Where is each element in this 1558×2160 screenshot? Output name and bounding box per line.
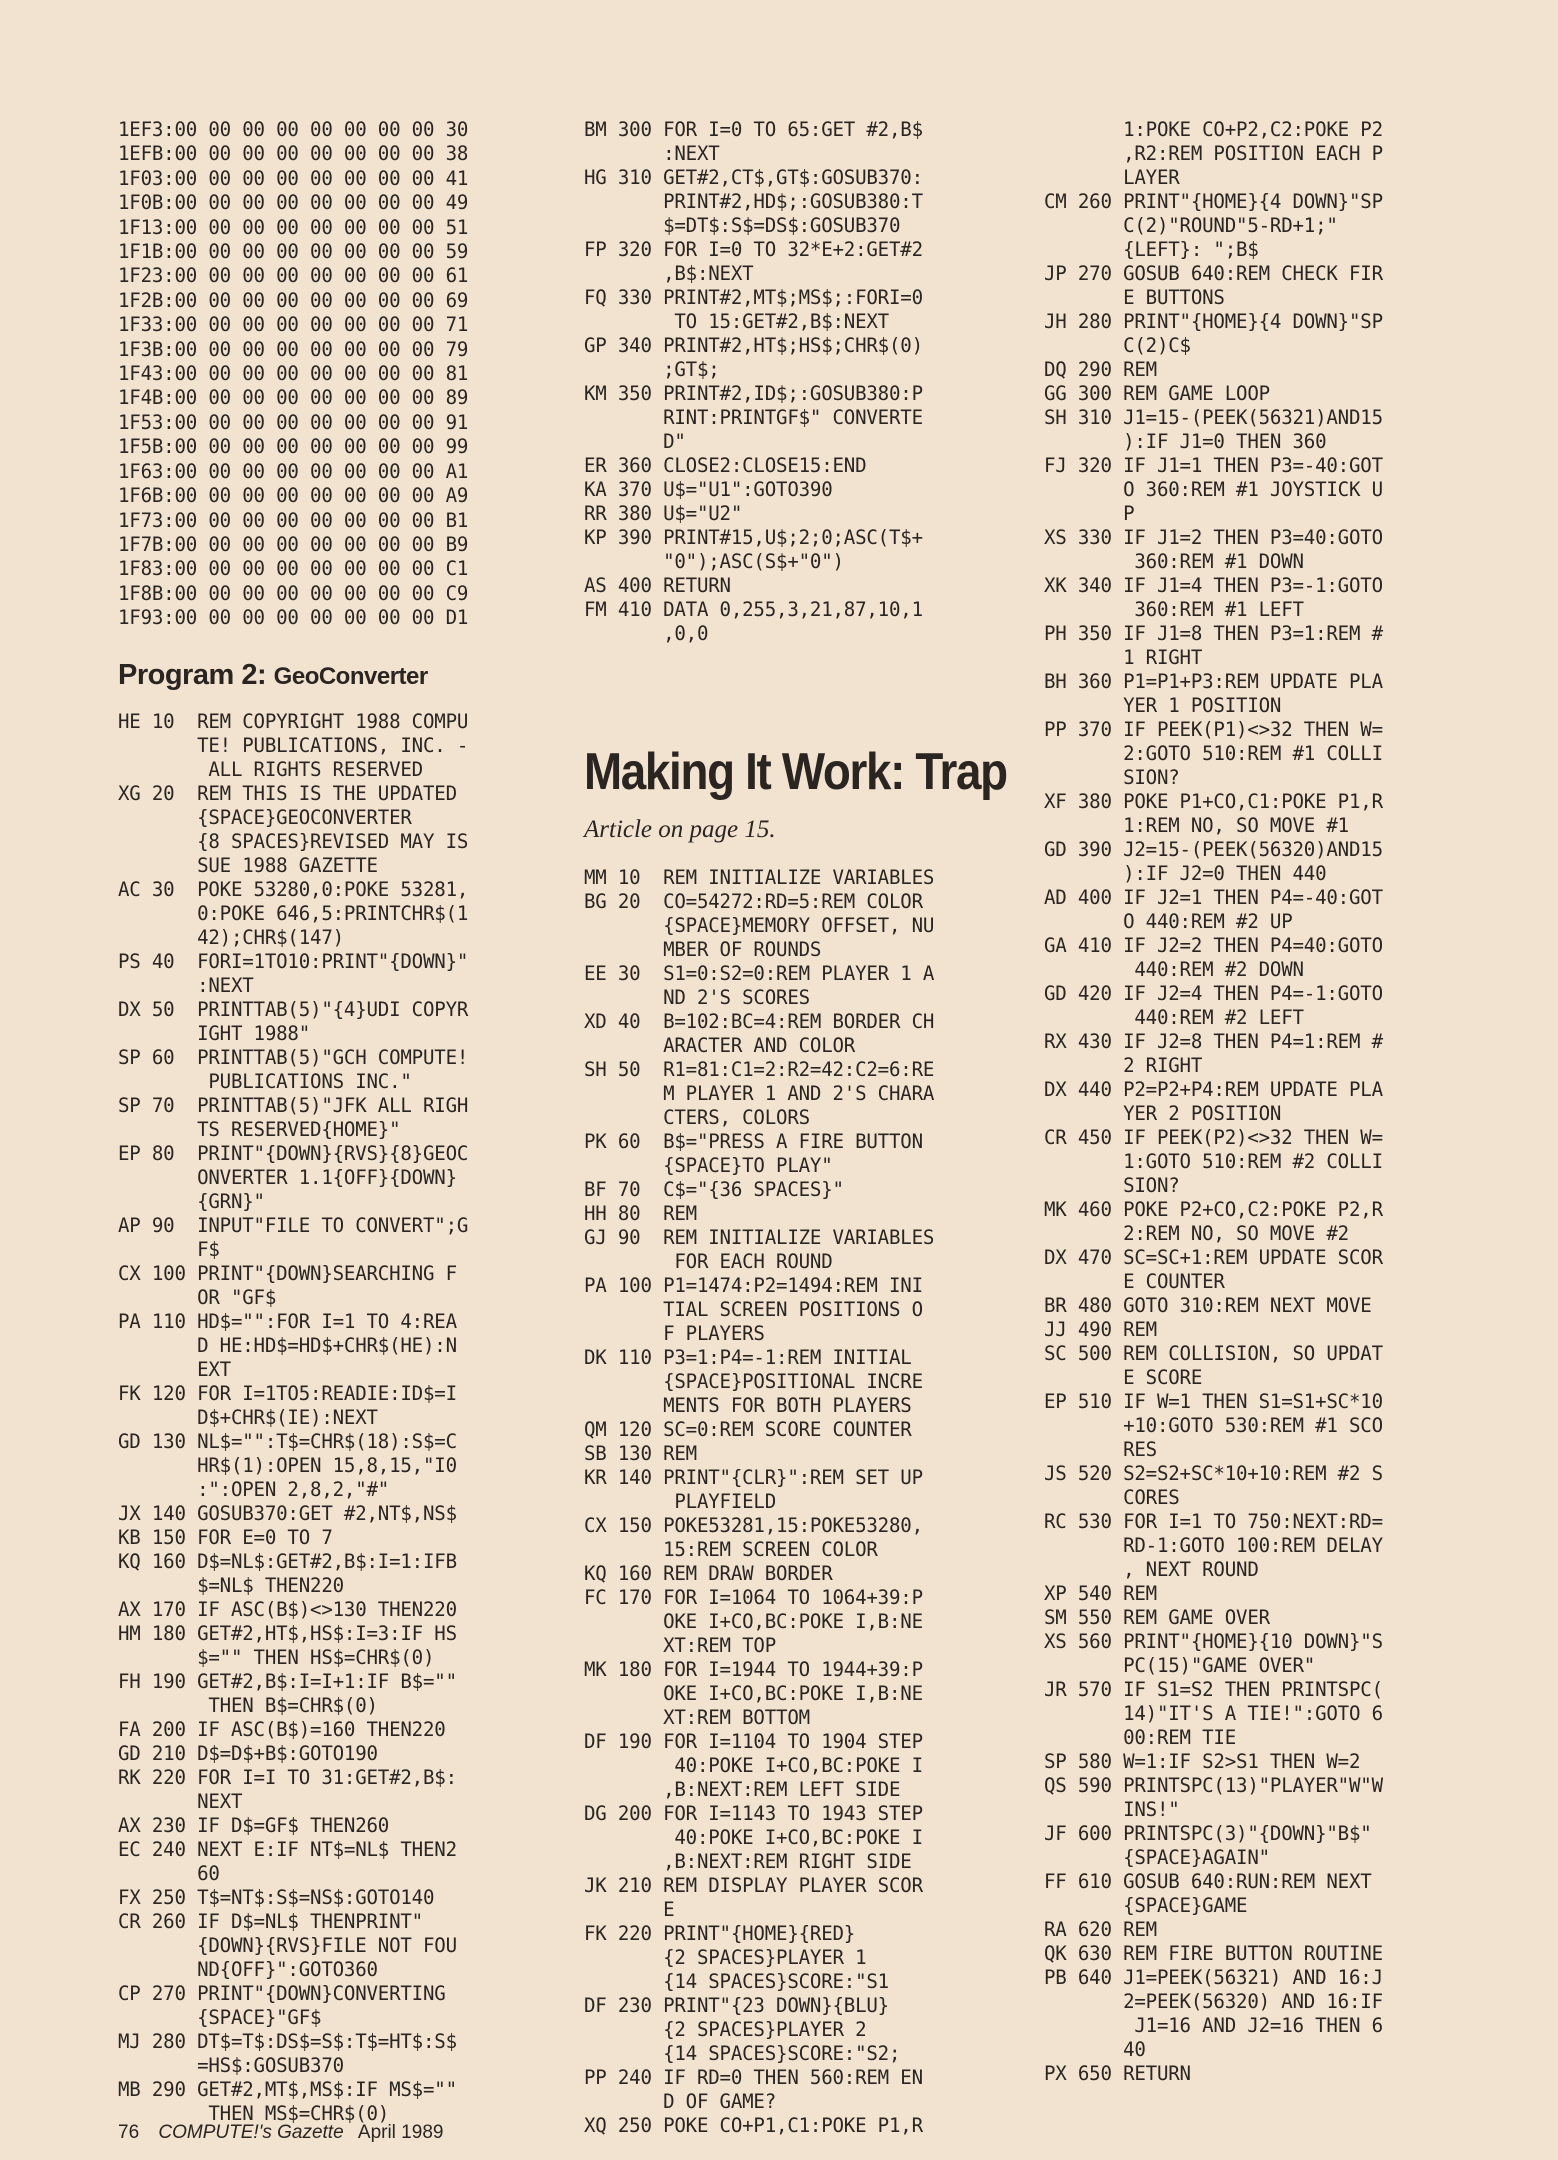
hex-line: 1F13:00 00 00 00 00 00 00 00 51 bbox=[118, 215, 469, 239]
code-line: PP 240 IF RD=0 THEN 560:REM EN bbox=[584, 2066, 923, 2089]
code-line: SP 70 PRINTTAB(5)"JFK ALL RIGH bbox=[118, 1093, 469, 1117]
code-line: ER 360 CLOSE2:CLOSE15:END bbox=[584, 454, 867, 477]
code-line: PH 350 IF J1=8 THEN P3=1:REM # bbox=[1044, 622, 1383, 645]
code-line: RC 530 FOR I=1 TO 750:NEXT:RD= bbox=[1044, 1510, 1383, 1533]
code-line: KR 140 PRINT"{CLR}":REM SET UP bbox=[584, 1466, 923, 1489]
code-line: E SCORE bbox=[1044, 1366, 1203, 1389]
code-line: 360:REM #1 LEFT bbox=[1044, 598, 1304, 621]
code-line: RR 380 U$="U2" bbox=[584, 502, 743, 525]
code-line: FX 250 T$=NT$:S$=NS$:GOTO140 bbox=[118, 1885, 435, 1909]
code-line: DX 440 P2=P2+P4:REM UPDATE PLA bbox=[1044, 1078, 1383, 1101]
code-line: KM 350 PRINT#2,ID$;:GOSUB380:P bbox=[584, 382, 923, 405]
page-footer bbox=[118, 2122, 443, 2144]
code-line: LAYER bbox=[1044, 166, 1180, 189]
hex-line: 1F83:00 00 00 00 00 00 00 00 C1 bbox=[118, 557, 469, 581]
code-line: ,B$:NEXT bbox=[584, 262, 754, 285]
code-line: FQ 330 PRINT#2,MT$;MS$;:FORI=0 bbox=[584, 286, 923, 309]
code-line: THEN MS$=CHR$(0) bbox=[118, 2101, 390, 2125]
code-line: O 360:REM #1 JOYSTICK U bbox=[1044, 478, 1383, 501]
code-line: FA 200 IF ASC(B$)=160 THEN220 bbox=[118, 1717, 446, 1741]
code-line: XS 330 IF J1=2 THEN P3=40:GOTO bbox=[1044, 526, 1383, 549]
code-line: ONVERTER 1.1{OFF}{DOWN} bbox=[118, 1165, 457, 1189]
code-line: BH 360 P1=P1+P3:REM UPDATE PLA bbox=[1044, 670, 1383, 693]
hex-line: 1F53:00 00 00 00 00 00 00 00 91 bbox=[118, 410, 469, 434]
hex-line: 1F6B:00 00 00 00 00 00 00 00 A9 bbox=[118, 484, 469, 508]
code-line: {SPACE}POSITIONAL INCRE bbox=[584, 1370, 923, 1393]
code-line: RES bbox=[1044, 1438, 1157, 1461]
hex-line: 1F93:00 00 00 00 00 00 00 00 D1 bbox=[118, 606, 469, 630]
hex-line: 1F43:00 00 00 00 00 00 00 00 81 bbox=[118, 362, 469, 386]
program-title-sub: GeoConverter bbox=[273, 662, 428, 690]
code-line: {14 SPACES}SCORE:"S1 bbox=[584, 1970, 889, 1993]
code-line: ):IF J2=0 THEN 440 bbox=[1044, 862, 1327, 885]
hex-line: 1F5B:00 00 00 00 00 00 00 00 99 bbox=[118, 435, 469, 459]
code-line: MK 180 FOR I=1944 TO 1944+39:P bbox=[584, 1658, 923, 1681]
hex-line: 1F73:00 00 00 00 00 00 00 00 B1 bbox=[118, 508, 469, 532]
code-line: AD 400 IF J2=1 THEN P4=-40:GOT bbox=[1044, 886, 1383, 909]
code-line: SC 500 REM COLLISION, SO UPDAT bbox=[1044, 1342, 1383, 1365]
code-line: MBER OF ROUNDS bbox=[584, 938, 822, 961]
code-line: RINT:PRINTGF$" CONVERTE bbox=[584, 406, 923, 429]
code-line: YER 1 POSITION bbox=[1044, 694, 1282, 717]
code-line: MM 10 REM INITIALIZE VARIABLES bbox=[584, 866, 935, 889]
code-line: {SPACE}GEOCONVERTER bbox=[118, 805, 412, 829]
code-line: ,B:NEXT:REM RIGHT SIDE bbox=[584, 1850, 912, 1873]
code-line: 42);CHR$(147) bbox=[118, 925, 344, 949]
code-line: EXT bbox=[118, 1357, 231, 1381]
code-line: QM 120 SC=0:REM SCORE COUNTER bbox=[584, 1418, 912, 1441]
code-line: $="" THEN HS$=CHR$(0) bbox=[118, 1645, 435, 1669]
code-line: 2:REM NO, SO MOVE #2 bbox=[1044, 1222, 1349, 1245]
code-line: CM 260 PRINT"{HOME}{4 DOWN}"SP bbox=[1044, 190, 1383, 213]
code-line: EP 510 IF W=1 THEN S1=S1+SC*10 bbox=[1044, 1390, 1383, 1413]
code-line: XG 20 REM THIS IS THE UPDATED bbox=[118, 781, 457, 805]
code-line: GD 130 NL$="":T$=CHR$(18):S$=C bbox=[118, 1429, 457, 1453]
code-line: PK 60 B$="PRESS A FIRE BUTTON bbox=[584, 1130, 923, 1153]
code-line: RA 620 REM bbox=[1044, 1918, 1157, 1941]
code-line: XT:REM TOP bbox=[584, 1634, 777, 1657]
code-line: 360:REM #1 DOWN bbox=[1044, 550, 1304, 573]
code-line: FM 410 DATA 0,255,3,21,87,10,1 bbox=[584, 598, 923, 621]
hex-line: 1F03:00 00 00 00 00 00 00 00 41 bbox=[118, 166, 469, 190]
hex-line: 1F7B:00 00 00 00 00 00 00 00 B9 bbox=[118, 532, 469, 556]
code-line: XQ 250 POKE CO+P1,C1:POKE P1,R bbox=[584, 2114, 923, 2137]
code-line: ND{OFF}":GOTO360 bbox=[118, 1957, 378, 1981]
code-line: XS 560 PRINT"{HOME}{10 DOWN}"S bbox=[1044, 1630, 1383, 1653]
code-line: AP 90 INPUT"FILE TO CONVERT";G bbox=[118, 1213, 469, 1237]
hex-line: 1F3B:00 00 00 00 00 00 00 00 79 bbox=[118, 337, 469, 361]
code-line: {DOWN}{RVS}FILE NOT FOU bbox=[118, 1933, 457, 1957]
code-line: ):IF J1=0 THEN 360 bbox=[1044, 430, 1327, 453]
code-line: F PLAYERS bbox=[584, 1322, 765, 1345]
code-line: FK 220 PRINT"{HOME}{RED} bbox=[584, 1922, 856, 1945]
code-line: PRINT#2,HD$;:GOSUB380:T bbox=[584, 190, 923, 213]
code-line: DQ 290 REM bbox=[1044, 358, 1157, 381]
code-line: JX 140 GOSUB370:GET #2,NT$,NS$ bbox=[118, 1501, 457, 1525]
column-3 bbox=[1044, 118, 1504, 2086]
code-line: 2=PEEK(56320) AND 16:IF bbox=[1044, 1990, 1383, 2013]
code-line: PC(15)"GAME OVER" bbox=[1044, 1654, 1316, 1677]
code-line: KP 390 PRINT#15,U$;2;0;ASC(T$+ bbox=[584, 526, 923, 549]
code-line: {SPACE}"GF$ bbox=[118, 2005, 322, 2029]
trap-listing-continued bbox=[1044, 118, 1504, 2086]
hex-line: 1F23:00 00 00 00 00 00 00 00 61 bbox=[118, 264, 469, 288]
code-line: QK 630 REM FIRE BUTTON ROUTINE bbox=[1044, 1942, 1383, 1965]
code-line: JH 280 PRINT"{HOME}{4 DOWN}"SP bbox=[1044, 310, 1383, 333]
code-line: SION? bbox=[1044, 766, 1180, 789]
code-line: CORES bbox=[1044, 1486, 1180, 1509]
code-line: {SPACE}TO PLAY" bbox=[584, 1154, 833, 1177]
code-line: C(2)"ROUND"5-RD+1;" bbox=[1044, 214, 1338, 237]
code-line: DX 50 PRINTTAB(5)"{4}UDI COPYR bbox=[118, 997, 469, 1021]
code-line: E bbox=[584, 1898, 675, 1921]
code-line: GD 390 J2=15-(PEEK(56320)AND15 bbox=[1044, 838, 1383, 861]
code-line: GD 420 IF J2=4 THEN P4=-1:GOTO bbox=[1044, 982, 1383, 1005]
code-line: :NEXT bbox=[118, 973, 254, 997]
code-line: J1=16 AND J2=16 THEN 6 bbox=[1044, 2014, 1383, 2037]
code-line: PA 110 HD$="":FOR I=1 TO 4:REA bbox=[118, 1309, 457, 1333]
code-line: OKE I+CO,BC:POKE I,B:NE bbox=[584, 1682, 923, 1705]
code-line: ,B:NEXT:REM LEFT SIDE bbox=[584, 1778, 901, 1801]
code-line: OKE I+CO,BC:POKE I,B:NE bbox=[584, 1610, 923, 1633]
code-line: CP 270 PRINT"{DOWN}CONVERTING bbox=[118, 1981, 446, 2005]
code-line: TS RESERVED{HOME}" bbox=[118, 1117, 401, 1141]
code-line: OR "GF$ bbox=[118, 1285, 277, 1309]
code-line: YER 2 POSITION bbox=[1044, 1102, 1282, 1125]
code-line: 1:GOTO 510:REM #2 COLLI bbox=[1044, 1150, 1383, 1173]
code-line: {2 SPACES}PLAYER 1 bbox=[584, 1946, 867, 1969]
article-reference: Article on page 15. bbox=[584, 816, 776, 843]
code-line: FK 120 FOR I=1TO5:READIE:ID$=I bbox=[118, 1381, 457, 1405]
code-line: D OF GAME? bbox=[584, 2090, 777, 2113]
code-line: FF 610 GOSUB 640:RUN:REM NEXT bbox=[1044, 1870, 1372, 1893]
code-line: DG 200 FOR I=1143 TO 1943 STEP bbox=[584, 1802, 923, 1825]
code-line: 14)"IT'S A TIE!":GOTO 6 bbox=[1044, 1702, 1383, 1725]
code-line: RD-1:GOTO 100:REM DELAY bbox=[1044, 1534, 1383, 1557]
code-line: $=DT$:S$=DS$:GOSUB370 bbox=[584, 214, 901, 237]
geoconverter-listing bbox=[118, 710, 550, 2126]
code-line: GP 340 PRINT#2,HT$;HS$;CHR$(0) bbox=[584, 334, 923, 357]
code-line: PLAYFIELD bbox=[584, 1490, 777, 1513]
code-line: {SPACE}MEMORY OFFSET, NU bbox=[584, 914, 935, 937]
code-line: ND 2'S SCORES bbox=[584, 986, 810, 1009]
code-line: GD 210 D$=D$+B$:GOTO190 bbox=[118, 1741, 378, 1765]
code-line: PUBLICATIONS INC." bbox=[118, 1069, 412, 1093]
code-line: AS 400 RETURN bbox=[584, 574, 731, 597]
code-line: XP 540 REM bbox=[1044, 1582, 1157, 1605]
code-line: M PLAYER 1 AND 2'S CHARA bbox=[584, 1082, 935, 1105]
section-title: Making It Work: Trap bbox=[584, 743, 1007, 801]
code-line: {14 SPACES}SCORE:"S2; bbox=[584, 2042, 901, 2065]
issue-date: April 1989 bbox=[357, 2122, 444, 2143]
code-line: ;GT$; bbox=[584, 358, 720, 381]
code-line: TIAL SCREEN POSITIONS O bbox=[584, 1298, 923, 1321]
code-line: TE! PUBLICATIONS, INC. - bbox=[118, 733, 469, 757]
hex-line: 1F2B:00 00 00 00 00 00 00 00 69 bbox=[118, 288, 469, 312]
code-line: FOR EACH ROUND bbox=[584, 1250, 833, 1273]
code-line: 60 bbox=[118, 1861, 220, 1885]
code-line: PA 100 P1=1474:P2=1494:REM INI bbox=[584, 1274, 923, 1297]
code-line: 15:REM SCREEN COLOR bbox=[584, 1538, 878, 1561]
code-line: ,R2:REM POSITION EACH P bbox=[1044, 142, 1383, 165]
code-line: 00:REM TIE bbox=[1044, 1726, 1237, 1749]
code-line: CR 450 IF PEEK(P2)<>32 THEN W= bbox=[1044, 1126, 1383, 1149]
code-line: {GRN}" bbox=[118, 1189, 265, 1213]
code-line: CR 260 IF D$=NL$ THENPRINT" bbox=[118, 1909, 423, 1933]
code-line: DK 110 P3=1:P4=-1:REM INITIAL bbox=[584, 1346, 912, 1369]
geoconverter-listing-continued bbox=[584, 118, 1024, 646]
code-line: SH 310 J1=15-(PEEK(56321)AND15 bbox=[1044, 406, 1383, 429]
code-line: CX 100 PRINT"{DOWN}SEARCHING F bbox=[118, 1261, 457, 1285]
code-line: E COUNTER bbox=[1044, 1270, 1225, 1293]
code-line: EE 30 S1=0:S2=0:REM PLAYER 1 A bbox=[584, 962, 935, 985]
code-line: XD 40 B=102:BC=4:REM BORDER CH bbox=[584, 1010, 935, 1033]
column-1 bbox=[118, 118, 550, 2126]
code-line: HE 10 REM COPYRIGHT 1988 COMPU bbox=[118, 709, 469, 733]
code-line: PP 370 IF PEEK(P1)<>32 THEN W= bbox=[1044, 718, 1383, 741]
code-line: JF 600 PRINTSPC(3)"{DOWN}"B$" bbox=[1044, 1822, 1372, 1845]
trap-listing bbox=[584, 866, 1024, 2138]
code-line: FJ 320 IF J1=1 THEN P3=-40:GOT bbox=[1044, 454, 1383, 477]
code-line: 440:REM #2 LEFT bbox=[1044, 1006, 1304, 1029]
hex-line: 1F33:00 00 00 00 00 00 00 00 71 bbox=[118, 313, 469, 337]
code-line: 2 RIGHT bbox=[1044, 1054, 1203, 1077]
code-line: AC 30 POKE 53280,0:POKE 53281, bbox=[118, 877, 469, 901]
hex-line: 1F8B:00 00 00 00 00 00 00 00 C9 bbox=[118, 581, 469, 605]
code-line: C(2)C$ bbox=[1044, 334, 1191, 357]
code-line: SP 60 PRINTTAB(5)"GCH COMPUTE! bbox=[118, 1045, 469, 1069]
code-line: 440:REM #2 DOWN bbox=[1044, 958, 1304, 981]
code-line: GG 300 REM GAME LOOP bbox=[1044, 382, 1270, 405]
code-line: PS 40 FORI=1TO10:PRINT"{DOWN}" bbox=[118, 949, 469, 973]
code-line: RX 430 IF J2=8 THEN P4=1:REM # bbox=[1044, 1030, 1383, 1053]
hex-dump-listing bbox=[118, 118, 550, 631]
code-line: GJ 90 REM INITIALIZE VARIABLES bbox=[584, 1226, 935, 1249]
code-line: BM 300 FOR I=0 TO 65:GET #2,B$ bbox=[584, 118, 923, 141]
code-line: P bbox=[1044, 502, 1135, 525]
hex-line: 1F0B:00 00 00 00 00 00 00 00 49 bbox=[118, 191, 469, 215]
code-line: {8 SPACES}REVISED MAY IS bbox=[118, 829, 469, 853]
code-line: BF 70 C$="{36 SPACES}" bbox=[584, 1178, 844, 1201]
code-line: KB 150 FOR E=0 TO 7 bbox=[118, 1525, 333, 1549]
code-line: :":OPEN 2,8,2,"#" bbox=[118, 1477, 390, 1501]
code-line: XT:REM BOTTOM bbox=[584, 1706, 810, 1729]
code-line: HM 180 GET#2,HT$,HS$:I=3:IF HS bbox=[118, 1621, 457, 1645]
code-line: 40:POKE I+CO,BC:POKE I bbox=[584, 1826, 923, 1849]
hex-line: 1F4B:00 00 00 00 00 00 00 00 89 bbox=[118, 386, 469, 410]
hex-line: 1EF3:00 00 00 00 00 00 00 00 30 bbox=[118, 118, 469, 141]
code-line: FC 170 FOR I=1064 TO 1064+39:P bbox=[584, 1586, 923, 1609]
code-line: {2 SPACES}PLAYER 2 bbox=[584, 2018, 867, 2041]
code-line: O 440:REM #2 UP bbox=[1044, 910, 1293, 933]
code-line: 1 RIGHT bbox=[1044, 646, 1203, 669]
code-line: D HE:HD$=HD$+CHR$(HE):N bbox=[118, 1333, 457, 1357]
code-line: AX 230 IF D$=GF$ THEN260 bbox=[118, 1813, 390, 1837]
magazine-name: COMPUTE!'s Gazette bbox=[158, 2122, 344, 2143]
code-line: KA 370 U$="U1":GOTO390 bbox=[584, 478, 833, 501]
code-line: INS!" bbox=[1044, 1798, 1180, 1821]
code-line: DX 470 SC=SC+1:REM UPDATE SCOR bbox=[1044, 1246, 1383, 1269]
code-line: PX 650 RETURN bbox=[1044, 2062, 1191, 2085]
code-line: 0:POKE 646,5:PRINTCHR$(1 bbox=[118, 901, 469, 925]
code-line: ,0,0 bbox=[584, 622, 709, 645]
code-line: CX 150 POKE53281,15:POKE53280, bbox=[584, 1514, 923, 1537]
code-line: MK 460 POKE P2+CO,C2:POKE P2,R bbox=[1044, 1198, 1383, 1221]
code-line: EP 80 PRINT"{DOWN}{RVS}{8}GEOC bbox=[118, 1141, 469, 1165]
code-line: SB 130 REM bbox=[584, 1442, 697, 1465]
code-line: NEXT bbox=[118, 1789, 243, 1813]
code-line: AX 170 IF ASC(B$)<>130 THEN220 bbox=[118, 1597, 457, 1621]
code-line: SM 550 REM GAME OVER bbox=[1044, 1606, 1270, 1629]
code-line: EC 240 NEXT E:IF NT$=NL$ THEN2 bbox=[118, 1837, 457, 1861]
code-line: MB 290 GET#2,MT$,MS$:IF MS$="" bbox=[118, 2077, 457, 2101]
code-line: HG 310 GET#2,CT$,GT$:GOSUB370: bbox=[584, 166, 923, 189]
code-line: QS 590 PRINTSPC(13)"PLAYER"W"W bbox=[1044, 1774, 1383, 1797]
code-line: FP 320 FOR I=0 TO 32*E+2:GET#2 bbox=[584, 238, 923, 261]
code-line: SP 580 W=1:IF S2>S1 THEN W=2 bbox=[1044, 1750, 1361, 1773]
code-line: {LEFT}: ";B$ bbox=[1044, 238, 1259, 261]
code-line: BG 20 CO=54272:RD=5:REM COLOR bbox=[584, 890, 923, 913]
code-line: JP 270 GOSUB 640:REM CHECK FIR bbox=[1044, 262, 1383, 285]
column-2 bbox=[584, 118, 1024, 2138]
code-line: =HS$:GOSUB370 bbox=[118, 2053, 344, 2077]
code-line: {SPACE}GAME bbox=[1044, 1894, 1248, 1917]
code-line: ALL RIGHTS RESERVED bbox=[118, 757, 423, 781]
code-line: CTERS, COLORS bbox=[584, 1106, 810, 1129]
code-line: PB 640 J1=PEEK(56321) AND 16:J bbox=[1044, 1966, 1383, 1989]
code-line: +10:GOTO 530:REM #1 SCO bbox=[1044, 1414, 1383, 1437]
code-line: DF 190 FOR I=1104 TO 1904 STEP bbox=[584, 1730, 923, 1753]
code-line: MJ 280 DT$=T$:DS$=S$:T$=HT$:S$ bbox=[118, 2029, 457, 2053]
code-line: 1:POKE CO+P2,C2:POKE P2 bbox=[1044, 118, 1383, 141]
hex-line: 1EFB:00 00 00 00 00 00 00 00 38 bbox=[118, 142, 469, 166]
code-line: :NEXT bbox=[584, 142, 720, 165]
code-line: XF 380 POKE P1+CO,C1:POKE P1,R bbox=[1044, 790, 1383, 813]
code-line: D" bbox=[584, 430, 686, 453]
code-line: 1:REM NO, SO MOVE #1 bbox=[1044, 814, 1349, 837]
code-line: E BUTTONS bbox=[1044, 286, 1225, 309]
hex-line: 1F1B:00 00 00 00 00 00 00 00 59 bbox=[118, 240, 469, 264]
program-2-title bbox=[118, 659, 550, 692]
code-line: TO 15:GET#2,B$:NEXT bbox=[584, 310, 889, 333]
code-line: JR 570 IF S1=S2 THEN PRINTSPC( bbox=[1044, 1678, 1383, 1701]
code-line: RK 220 FOR I=I TO 31:GET#2,B$: bbox=[118, 1765, 457, 1789]
code-line: HH 80 REM bbox=[584, 1202, 697, 1225]
code-line: KQ 160 REM DRAW BORDER bbox=[584, 1562, 833, 1585]
code-line: ARACTER AND COLOR bbox=[584, 1034, 856, 1057]
code-line: 2:GOTO 510:REM #1 COLLI bbox=[1044, 742, 1383, 765]
code-line: D$+CHR$(IE):NEXT bbox=[118, 1405, 378, 1429]
code-line: {SPACE}AGAIN" bbox=[1044, 1846, 1270, 1869]
code-line: XK 340 IF J1=4 THEN P3=-1:GOTO bbox=[1044, 574, 1383, 597]
code-line: MENTS FOR BOTH PLAYERS bbox=[584, 1394, 912, 1417]
code-line: THEN B$=CHR$(0) bbox=[118, 1693, 378, 1717]
code-line: F$ bbox=[118, 1237, 220, 1261]
code-line: IGHT 1988" bbox=[118, 1021, 311, 1045]
code-line: SION? bbox=[1044, 1174, 1180, 1197]
code-line: JS 520 S2=S2+SC*10+10:REM #2 S bbox=[1044, 1462, 1383, 1485]
code-line: 40 bbox=[1044, 2038, 1146, 2061]
code-line: , NEXT ROUND bbox=[1044, 1558, 1259, 1581]
code-line: 40:POKE I+CO,BC:POKE I bbox=[584, 1754, 923, 1777]
code-line: BR 480 GOTO 310:REM NEXT MOVE bbox=[1044, 1294, 1372, 1317]
code-line: KQ 160 D$=NL$:GET#2,B$:I=1:IFB bbox=[118, 1549, 457, 1573]
code-line: "0");ASC(S$+"0") bbox=[584, 550, 844, 573]
program-title-main: Program 2: bbox=[118, 658, 274, 691]
code-line: GA 410 IF J2=2 THEN P4=40:GOTO bbox=[1044, 934, 1383, 957]
code-line: SUE 1988 GAZETTE bbox=[118, 853, 378, 877]
code-line: JK 210 REM DISPLAY PLAYER SCOR bbox=[584, 1874, 923, 1897]
code-line: JJ 490 REM bbox=[1044, 1318, 1157, 1341]
code-line: FH 190 GET#2,B$:I=I+1:IF B$="" bbox=[118, 1669, 457, 1693]
code-line: SH 50 R1=81:C1=2:R2=42:C2=6:RE bbox=[584, 1058, 935, 1081]
page-number: 76 bbox=[118, 2122, 140, 2143]
code-line: DF 230 PRINT"{23 DOWN}{BLU} bbox=[584, 1994, 889, 2017]
hex-line: 1F63:00 00 00 00 00 00 00 00 A1 bbox=[118, 459, 469, 483]
code-line: HR$(1):OPEN 15,8,15,"I0 bbox=[118, 1453, 457, 1477]
code-line: $=NL$ THEN220 bbox=[118, 1573, 344, 1597]
